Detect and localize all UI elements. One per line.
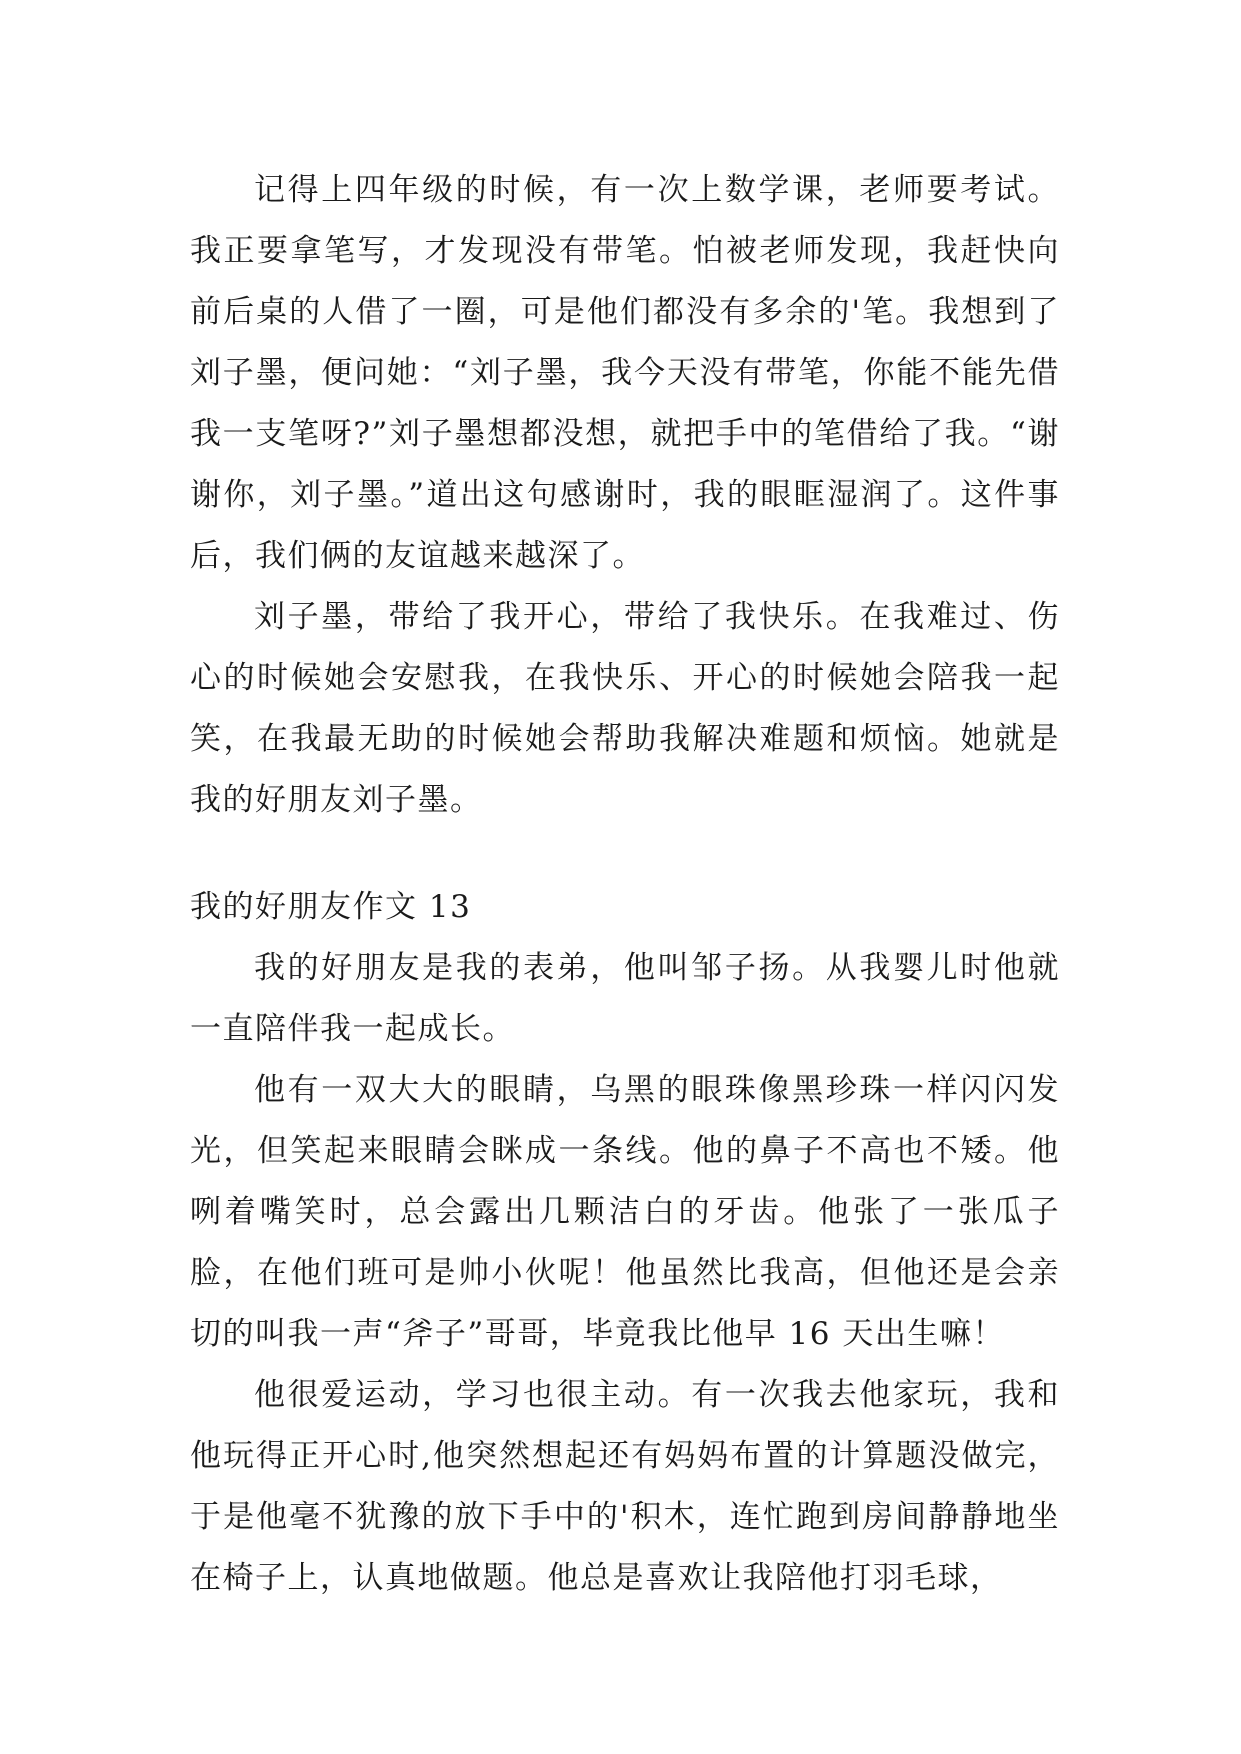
section-heading: 我的好朋友作文 13 [190,889,472,925]
section-spacer [190,831,1060,877]
paragraph-cousin-habits: 他很爱运动，学习也很主动。有一次我去他家玩，我和他玩得正开心时,他突然想起还有妈妈布置的计算题没做完，于是他毫不犹豫的放下手中的'积木，连忙跑到房间静静地坐在椅子上，认真地做题。他总是喜欢让我陪他打羽毛球， [190,1377,1060,1596]
paragraph-exam-story: 记得上四年级的时候，有一次上数学课，老师要考试。我正要拿笔写，才发现没有带笔。怕被老师发现，我赶快向前后桌的人借了一圈，可是他们都没有多余的'笔。我想到了刘子墨，便问她：“刘子墨，我今天没有带笔，你能不能先借我一支笔呀?”刘子墨想都没想，就把手中的笔借给了我。“谢谢你，刘子墨。”道出这句感谢时，我的眼眶湿润了。这件事后，我们俩的友谊越来越深了。 [190,172,1060,574]
paragraph-friend-summary: 刘子墨，带给了我开心，带给了我快乐。在我难过、伤心的时候她会安慰我，在我快乐、开心的时候她会陪我一起笑，在我最无助的时候她会帮助我解决难题和烦恼。她就是我的好朋友刘子墨。 [190,599,1060,818]
paragraph-cousin-intro: 我的好朋友是我的表弟，他叫邹子扬。从我婴儿时他就一直陪伴我一起成长。 [190,950,1060,1047]
paragraph-cousin-appearance: 他有一双大大的眼睛，乌黑的眼珠像黑珍珠一样闪闪发光，但笑起来眼睛会眯成一条线。他的鼻子不高也不矮。他咧着嘴笑时，总会露出几颗洁白的牙齿。他张了一张瓜子脸，在他们班可是帅小伙呢！他虽然比我高，但他还是会亲切的叫我一声“斧子”哥哥，毕竟我比他早 16 天出生嘛！ [190,1072,1060,1352]
document-body [190,160,1060,1609]
